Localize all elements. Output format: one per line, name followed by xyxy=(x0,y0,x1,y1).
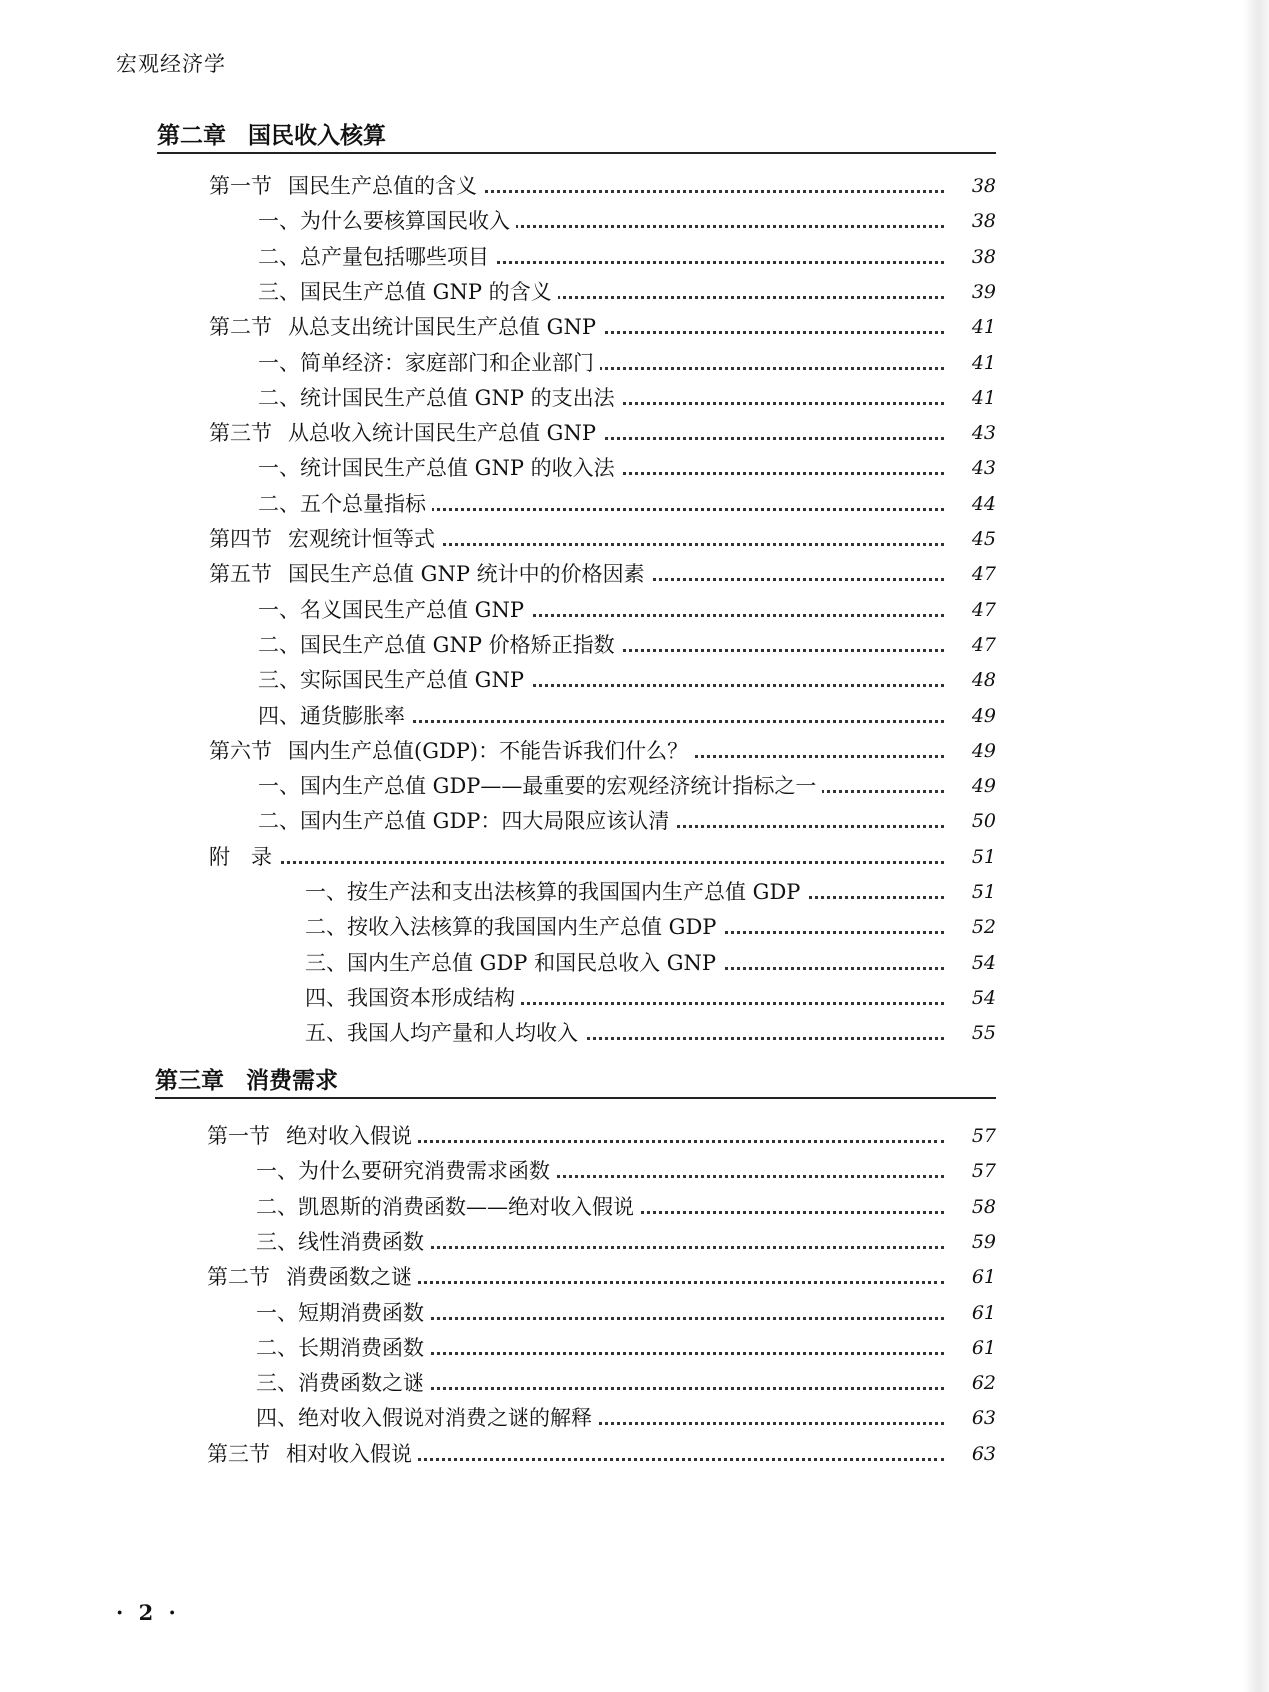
toc-subsection-entry xyxy=(258,630,996,660)
section-number: 第三节 xyxy=(209,421,272,445)
page-ref: 47 xyxy=(948,559,996,589)
toc-section-entry xyxy=(209,418,996,448)
page-ref: 62 xyxy=(948,1368,996,1398)
page-ref: 47 xyxy=(948,595,996,625)
toc-section-entry xyxy=(207,1121,996,1151)
entry-label xyxy=(258,806,675,836)
toc-subsection-entry xyxy=(305,948,996,978)
toc-subsection-entry xyxy=(258,771,996,801)
toc-subsection-entry xyxy=(258,806,996,836)
page-ref: 38 xyxy=(948,242,996,272)
section-number: 第四节 xyxy=(209,527,272,551)
toc-subsection-entry xyxy=(256,1298,996,1328)
page-ref: 61 xyxy=(948,1298,996,1328)
section-number: 第一节 xyxy=(209,174,272,198)
toc-subsection-entry xyxy=(256,1403,996,1433)
toc-section-entry xyxy=(209,171,996,201)
toc-subsection-entry xyxy=(256,1227,996,1257)
toc-subsection-entry xyxy=(258,242,996,272)
entry-title: 二、长期消费函数 xyxy=(256,1336,424,1360)
entry-label xyxy=(305,948,722,978)
entry-label xyxy=(209,312,602,342)
entry-title: 二、统计国民生产总值 GNP 的支出法 xyxy=(258,386,615,410)
entry-title: 从总收入统计国民生产总值 GNP xyxy=(288,421,596,445)
entry-label xyxy=(258,277,558,307)
toc-subsection-entry xyxy=(258,206,996,236)
entry-title: 一、简单经济：家庭部门和企业部门 xyxy=(258,351,594,375)
entry-label xyxy=(209,736,694,766)
entry-title: 一、短期消费函数 xyxy=(256,1301,424,1325)
toc-subsection-entry xyxy=(258,489,996,519)
entry-title: 消费函数之谜 xyxy=(286,1265,412,1289)
toc-subsection-entry xyxy=(258,348,996,378)
entry-title: 二、国内生产总值 GDP：四大局限应该认清 xyxy=(258,809,670,833)
page-ref: 41 xyxy=(948,348,996,378)
entry-label xyxy=(258,595,530,625)
running-header: 宏观经济学 xyxy=(116,52,226,76)
entry-title: 国民生产总值 GNP 统计中的价格因素 xyxy=(288,562,645,586)
toc-subsection-entry xyxy=(258,701,996,731)
chapter-heading xyxy=(157,118,996,154)
section-number: 附 录 xyxy=(209,845,272,869)
entry-title: 四、绝对收入假说对消费之谜的解释 xyxy=(256,1406,592,1430)
entry-title: 二、国民生产总值 GNP 价格矫正指数 xyxy=(258,633,615,657)
page-ref: 54 xyxy=(948,983,996,1013)
entry-title: 一、按生产法和支出法核算的我国国内生产总值 GDP xyxy=(305,880,801,904)
entry-title: 一、为什么要研究消费需求函数 xyxy=(256,1159,550,1183)
entry-title: 二、五个总量指标 xyxy=(258,492,426,516)
entry-title: 国民生产总值的含义 xyxy=(288,174,477,198)
entry-label xyxy=(209,842,278,872)
page-ref: 55 xyxy=(948,1018,996,1048)
section-number: 第五节 xyxy=(209,562,272,586)
chapter-title: 消费需求 xyxy=(246,1068,338,1094)
page-ref: 50 xyxy=(948,806,996,836)
toc-subsection-entry xyxy=(256,1333,996,1363)
page-ref: 41 xyxy=(948,312,996,342)
toc-section-entry xyxy=(207,1439,996,1469)
entry-label xyxy=(258,383,621,413)
entry-title: 从总支出统计国民生产总值 GNP xyxy=(288,315,596,339)
toc-subsection-entry xyxy=(305,877,996,907)
page-ref: 44 xyxy=(948,489,996,519)
chapter-label: 第二章 xyxy=(157,123,226,149)
page-ref: 51 xyxy=(948,877,996,907)
page-ref: 63 xyxy=(948,1403,996,1433)
page-edge-shadow xyxy=(1243,0,1269,1692)
chapter-heading xyxy=(155,1063,996,1099)
entry-title: 四、我国资本形成结构 xyxy=(305,986,515,1010)
toc-section-entry xyxy=(209,312,996,342)
entry-title: 二、总产量包括哪些项目 xyxy=(258,245,489,269)
entry-title: 一、名义国民生产总值 GNP xyxy=(258,598,524,622)
page-ref: 63 xyxy=(948,1439,996,1469)
entry-label xyxy=(256,1227,430,1257)
toc-section-entry xyxy=(209,524,996,554)
entry-label xyxy=(305,983,521,1013)
entry-label xyxy=(207,1439,418,1469)
entry-label xyxy=(207,1121,418,1151)
toc-subsection-entry xyxy=(256,1368,996,1398)
entry-label xyxy=(258,771,822,801)
toc-section-entry xyxy=(209,842,996,872)
entry-label xyxy=(258,489,432,519)
entry-title: 三、消费函数之谜 xyxy=(256,1371,424,1395)
page-ref: 49 xyxy=(948,736,996,766)
chapter-title: 国民收入核算 xyxy=(248,123,386,149)
page-ref: 39 xyxy=(948,277,996,307)
toc-subsection-entry xyxy=(258,383,996,413)
entry-label xyxy=(258,242,495,272)
entry-title: 三、国民生产总值 GNP 的含义 xyxy=(258,280,552,304)
toc-section-entry xyxy=(209,736,996,766)
entry-title: 绝对收入假说 xyxy=(286,1124,412,1148)
entry-title: 二、凯恩斯的消费函数——绝对收入假说 xyxy=(256,1195,634,1219)
toc-section-entry xyxy=(209,559,996,589)
entry-title: 一、为什么要核算国民收入 xyxy=(258,209,510,233)
page-ref: 61 xyxy=(948,1333,996,1363)
entry-label xyxy=(258,206,516,236)
entry-title: 国内生产总值(GDP)：不能告诉我们什么？ xyxy=(288,739,689,763)
page-ref: 45 xyxy=(948,524,996,554)
entry-label xyxy=(209,418,602,448)
page-ref: 59 xyxy=(948,1227,996,1257)
section-number: 第二节 xyxy=(209,315,272,339)
chapter-rule xyxy=(157,152,996,154)
entry-title: 三、线性消费函数 xyxy=(256,1230,424,1254)
entry-label xyxy=(209,524,441,554)
entry-label xyxy=(258,701,411,731)
toc-subsection-entry xyxy=(305,1018,996,1048)
page-ref: 41 xyxy=(948,383,996,413)
entry-title: 三、国内生产总值 GDP 和国民总收入 GNP xyxy=(305,951,717,975)
entry-label xyxy=(256,1156,556,1186)
entry-title: 一、统计国民生产总值 GNP 的收入法 xyxy=(258,456,615,480)
entry-label xyxy=(256,1298,430,1328)
entry-label xyxy=(207,1262,418,1292)
entry-label xyxy=(305,1018,584,1048)
page-ref: 54 xyxy=(948,948,996,978)
section-number: 第六节 xyxy=(209,739,272,763)
chapter-rule xyxy=(155,1097,996,1099)
entry-label xyxy=(305,912,722,942)
entry-title: 五、我国人均产量和人均收入 xyxy=(305,1021,578,1045)
entry-title: 一、国内生产总值 GDP——最重要的宏观经济统计指标之一 xyxy=(258,774,817,798)
toc-subsection-entry xyxy=(258,453,996,483)
entry-title: 四、通货膨胀率 xyxy=(258,704,405,728)
entry-label xyxy=(258,630,621,660)
page-number: · 2 · xyxy=(116,1600,180,1625)
entry-title: 相对收入假说 xyxy=(286,1442,412,1466)
entry-label xyxy=(305,877,806,907)
page-ref: 43 xyxy=(948,418,996,448)
toc-subsection-entry xyxy=(258,595,996,625)
toc-section-entry xyxy=(207,1262,996,1292)
entry-label xyxy=(256,1403,598,1433)
dot-leader xyxy=(209,861,944,864)
entry-label xyxy=(209,559,651,589)
entry-title: 三、实际国民生产总值 GNP xyxy=(258,668,524,692)
entry-title: 二、按收入法核算的我国国内生产总值 GDP xyxy=(305,915,717,939)
page-ref: 47 xyxy=(948,630,996,660)
page-ref: 51 xyxy=(948,842,996,872)
chapter-label: 第三章 xyxy=(155,1068,224,1094)
entry-label xyxy=(258,665,530,695)
toc-subsection-entry xyxy=(256,1156,996,1186)
toc-subsection-entry xyxy=(305,983,996,1013)
entry-label xyxy=(256,1333,430,1363)
toc-subsection-entry xyxy=(256,1192,996,1222)
entry-label xyxy=(256,1368,430,1398)
section-number: 第二节 xyxy=(207,1265,270,1289)
page-ref: 61 xyxy=(948,1262,996,1292)
page-ref: 48 xyxy=(948,665,996,695)
entry-title: 宏观统计恒等式 xyxy=(288,527,435,551)
page-ref: 57 xyxy=(948,1121,996,1151)
toc-subsection-entry xyxy=(258,665,996,695)
page-ref: 43 xyxy=(948,453,996,483)
entry-label xyxy=(209,171,483,201)
entry-label xyxy=(258,453,621,483)
page-ref: 58 xyxy=(948,1192,996,1222)
page-ref: 38 xyxy=(948,206,996,236)
entry-label xyxy=(258,348,600,378)
toc-subsection-entry xyxy=(258,277,996,307)
page-ref: 49 xyxy=(948,701,996,731)
section-number: 第一节 xyxy=(207,1124,270,1148)
section-number: 第三节 xyxy=(207,1442,270,1466)
page-ref: 57 xyxy=(948,1156,996,1186)
page-ref: 49 xyxy=(948,771,996,801)
toc-subsection-entry xyxy=(305,912,996,942)
page-ref: 38 xyxy=(948,171,996,201)
page-ref: 52 xyxy=(948,912,996,942)
entry-label xyxy=(256,1192,640,1222)
